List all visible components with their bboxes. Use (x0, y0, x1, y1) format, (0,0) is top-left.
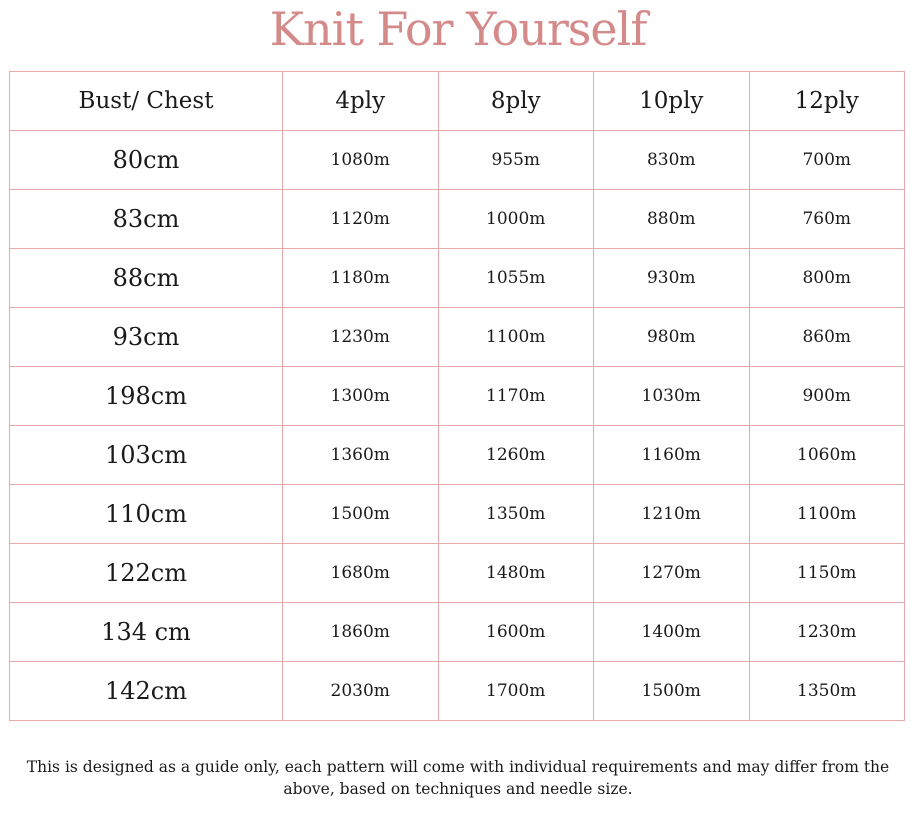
yardage-cell: 1000m (438, 190, 594, 249)
table-row (10, 662, 905, 721)
table-row (10, 603, 905, 662)
yardage-cell: 1400m (594, 603, 750, 662)
yardage-cell: 955m (438, 131, 594, 190)
guide-disclaimer (0, 756, 916, 800)
table-header-row (10, 72, 905, 131)
yardage-cell: 1100m (438, 308, 594, 367)
yardage-cell: 700m (749, 131, 905, 190)
yardage-cell: 1160m (594, 426, 750, 485)
size-cell: 198cm (10, 367, 283, 426)
yardage-cell: 1230m (749, 603, 905, 662)
yardage-cell: 1080m (283, 131, 439, 190)
yardage-cell: 1120m (283, 190, 439, 249)
column-header-12ply: 12ply (749, 72, 905, 131)
table-row (10, 308, 905, 367)
table-row (10, 249, 905, 308)
yardage-cell: 760m (749, 190, 905, 249)
yardage-cell: 1210m (594, 485, 750, 544)
yardage-cell: 930m (594, 249, 750, 308)
yardage-cell: 1230m (283, 308, 439, 367)
size-cell: 83cm (10, 190, 283, 249)
table-row (10, 190, 905, 249)
column-header-8ply: 8ply (438, 72, 594, 131)
page-title: Knit For Yourself (269, 2, 647, 56)
yardage-cell: 1480m (438, 544, 594, 603)
column-header-10ply: 10ply (594, 72, 750, 131)
size-cell: 134 cm (10, 603, 283, 662)
yardage-cell: 1600m (438, 603, 594, 662)
size-cell: 142cm (10, 662, 283, 721)
yardage-cell: 1055m (438, 249, 594, 308)
yardage-cell: 830m (594, 131, 750, 190)
yardage-cell: 1170m (438, 367, 594, 426)
yardage-cell: 1300m (283, 367, 439, 426)
size-cell: 93cm (10, 308, 283, 367)
column-header-bust-chest: Bust/ Chest (10, 72, 283, 131)
yardage-cell: 860m (749, 308, 905, 367)
size-cell: 80cm (10, 131, 283, 190)
column-header-4ply: 4ply (283, 72, 439, 131)
yardage-cell: 1150m (749, 544, 905, 603)
disclaimer-line-1: This is designed as a guide only, each pattern will come with individual requirements and may differ from the (26, 758, 890, 776)
table-row (10, 544, 905, 603)
yarn-requirements-table (9, 71, 905, 721)
disclaimer-line-2: above, based on techniques and needle size. (283, 780, 633, 798)
yardage-cell: 800m (749, 249, 905, 308)
yardage-cell: 1030m (594, 367, 750, 426)
size-cell: 103cm (10, 426, 283, 485)
table-row (10, 485, 905, 544)
yardage-cell: 1350m (749, 662, 905, 721)
table-body (10, 131, 905, 721)
yardage-cell: 900m (749, 367, 905, 426)
yardage-cell: 1350m (438, 485, 594, 544)
yardage-cell: 1260m (438, 426, 594, 485)
yardage-cell: 980m (594, 308, 750, 367)
yardage-cell: 1500m (594, 662, 750, 721)
yardage-cell: 1360m (283, 426, 439, 485)
yardage-cell: 1270m (594, 544, 750, 603)
yardage-cell: 1680m (283, 544, 439, 603)
yardage-cell: 880m (594, 190, 750, 249)
size-cell: 122cm (10, 544, 283, 603)
table-row (10, 367, 905, 426)
size-cell: 110cm (10, 485, 283, 544)
yardage-cell: 1060m (749, 426, 905, 485)
yardage-cell: 1180m (283, 249, 439, 308)
yardage-cell: 1500m (283, 485, 439, 544)
yardage-cell: 1700m (438, 662, 594, 721)
yardage-cell: 1860m (283, 603, 439, 662)
table-row (10, 131, 905, 190)
table-row (10, 426, 905, 485)
yardage-cell: 1100m (749, 485, 905, 544)
size-cell: 88cm (10, 249, 283, 308)
yardage-cell: 2030m (283, 662, 439, 721)
